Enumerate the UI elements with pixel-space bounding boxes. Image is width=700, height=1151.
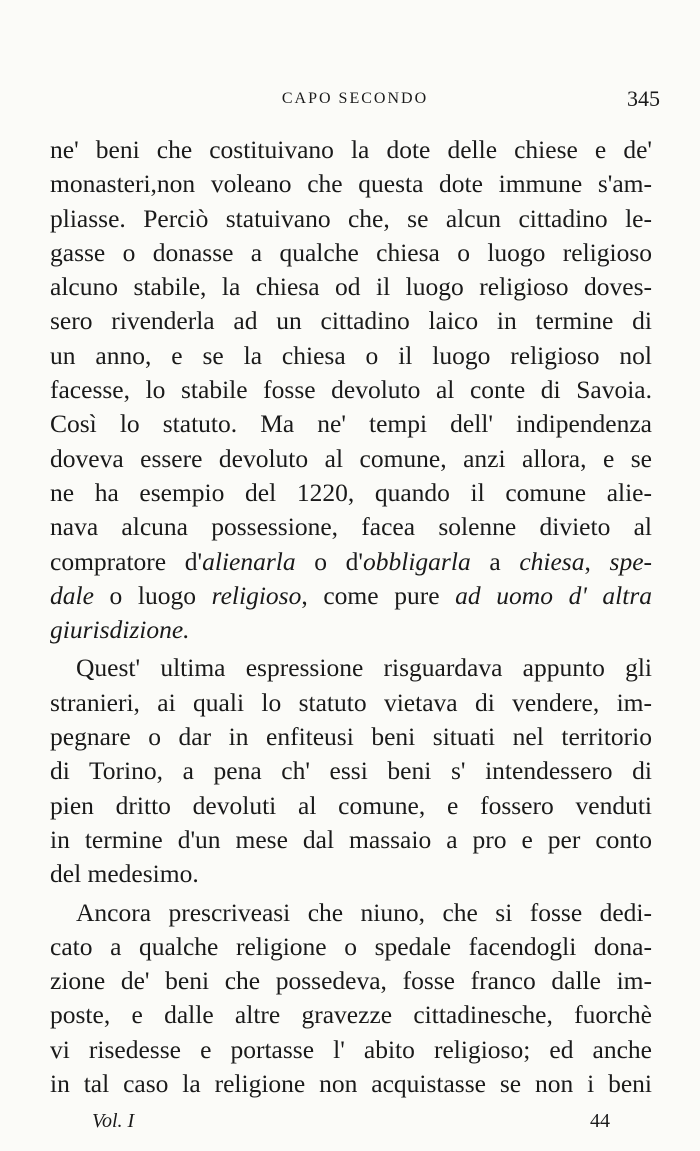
italic-run: ad uomo d' altra bbox=[455, 580, 652, 610]
text-line: un anno, e se la chiesa o il luogo religioso nol bbox=[50, 340, 652, 370]
page-header bbox=[50, 86, 660, 116]
signature-mark: 44 bbox=[590, 1110, 610, 1132]
text-line: in termine d'un mese dal massaio a pro e per conto bbox=[50, 824, 652, 854]
page-number: 345 bbox=[627, 86, 660, 111]
text-line: poste, e dalle altre gravezze cittadinesche, fuorchè bbox=[50, 1000, 652, 1030]
text-line: nava alcuna possessione, facea solenne divieto al bbox=[50, 512, 652, 542]
italic-run: spe- bbox=[609, 546, 652, 576]
body-text bbox=[50, 133, 652, 1101]
italic-run: alienarla bbox=[202, 546, 296, 576]
text-line: Quest' ultima espressione risguardava appunto gli bbox=[76, 653, 652, 683]
text-line: pien dritto devoluti al comune, e fossero venduti bbox=[50, 790, 652, 820]
text-line: stranieri, ai quali lo statuto vietava di vendere, im- bbox=[50, 687, 652, 717]
text-line: in tal caso la religione non acquistasse se non i beni bbox=[50, 1069, 652, 1099]
text-line: Così lo statuto. Ma ne' tempi dell' indipendenza bbox=[50, 409, 652, 439]
text-run: o d' bbox=[295, 546, 364, 576]
text-run: compratore d' bbox=[50, 546, 203, 576]
text-line: zione de' beni che possedeva, fosse franco dalle im- bbox=[50, 966, 652, 996]
italic-run: chiesa bbox=[519, 546, 585, 576]
text-line: pegnare o dar in enfiteusi beni situati nel territorio bbox=[50, 722, 652, 752]
text-line-mixed bbox=[50, 579, 652, 613]
text-run: o luogo bbox=[93, 580, 212, 610]
text-run: , come pure bbox=[301, 580, 456, 610]
volume-label: Vol. I bbox=[92, 1110, 135, 1132]
text-line: Ancora prescriveasi che niuno, che si fosse dedi- bbox=[76, 897, 652, 927]
text-run: , bbox=[584, 546, 610, 576]
page-footer bbox=[50, 1110, 660, 1140]
running-head: CAPO SECONDO bbox=[281, 90, 429, 107]
italic-run: giurisdizione. bbox=[50, 615, 190, 645]
text-line: pliasse. Perciò statuivano che, se alcun cittadino le- bbox=[50, 203, 652, 233]
text-line: doveva essere devoluto al comune, anzi allora, e se bbox=[50, 443, 652, 473]
italic-run: religioso bbox=[211, 580, 302, 610]
text-line: di Torino, a pena ch' essi beni s' intendessero di bbox=[50, 756, 652, 786]
text-line: facesse, lo stabile fosse devoluto al conte di Savoia. bbox=[50, 375, 652, 405]
italic-run: dale bbox=[50, 580, 94, 610]
text-line bbox=[50, 613, 652, 647]
text-line: sero rivenderla ad un cittadino laico in termine di bbox=[50, 306, 652, 336]
text-line: cato a qualche religione o spedale facendogli dona- bbox=[50, 931, 652, 961]
text-line: monasteri,non voleano che questa dote immune s'am- bbox=[50, 169, 652, 199]
text-line: del medesimo. bbox=[50, 859, 199, 889]
italic-run: obbligarla bbox=[363, 546, 471, 576]
text-line: alcuno stabile, la chiesa od il luogo religioso doves- bbox=[50, 272, 652, 302]
text-line: ne' beni che costituivano la dote delle chiese e de' bbox=[50, 135, 652, 164]
text-line: gasse o donasse a qualche chiesa o luogo religioso bbox=[50, 237, 652, 267]
text-run: a bbox=[470, 546, 520, 576]
text-line: vi risedesse e portasse l' abito religioso; ed anche bbox=[50, 1034, 652, 1064]
text-line: ne ha esempio del 1220, quando il comune alie- bbox=[50, 477, 652, 507]
text-line-mixed bbox=[50, 545, 652, 579]
